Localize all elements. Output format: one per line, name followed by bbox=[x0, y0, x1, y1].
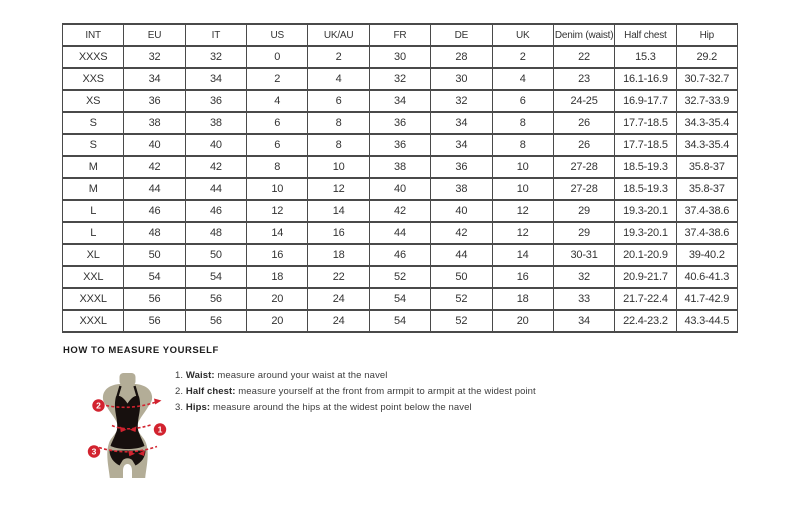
table-cell: 14 bbox=[308, 200, 369, 222]
table-cell: 32 bbox=[185, 46, 246, 68]
table-cell: 20 bbox=[247, 288, 308, 310]
table-cell: 26 bbox=[553, 134, 614, 156]
table-cell: 36 bbox=[124, 90, 185, 112]
table-cell: 42 bbox=[185, 156, 246, 178]
column-header: US bbox=[247, 24, 308, 46]
table-cell: 33 bbox=[553, 288, 614, 310]
table-cell: 10 bbox=[308, 156, 369, 178]
step-number: 2. bbox=[175, 386, 186, 397]
table-cell: 17.7-18.5 bbox=[615, 112, 676, 134]
size-label-cell: XXXL bbox=[63, 310, 124, 332]
table-cell: 0 bbox=[247, 46, 308, 68]
column-header: EU bbox=[124, 24, 185, 46]
marker-chest-number: 2 bbox=[96, 400, 101, 411]
table-cell: 38 bbox=[369, 156, 430, 178]
table-cell: 32 bbox=[124, 46, 185, 68]
table-cell: 34 bbox=[185, 68, 246, 90]
size-label-cell: XL bbox=[63, 244, 124, 266]
size-label-cell: XXL bbox=[63, 266, 124, 288]
table-cell: 24 bbox=[308, 310, 369, 332]
table-cell: 22.4-23.2 bbox=[615, 310, 676, 332]
table-cell: 44 bbox=[369, 222, 430, 244]
table-cell: 30-31 bbox=[553, 244, 614, 266]
table-cell: 34 bbox=[124, 68, 185, 90]
table-cell: 40 bbox=[369, 178, 430, 200]
marker-hips bbox=[88, 445, 100, 457]
table-row bbox=[63, 222, 738, 244]
table-row bbox=[63, 266, 738, 288]
table-row bbox=[63, 46, 738, 68]
table-cell: 50 bbox=[124, 244, 185, 266]
table-cell: 4 bbox=[492, 68, 553, 90]
column-header: IT bbox=[185, 24, 246, 46]
table-cell: 30.7-32.7 bbox=[676, 68, 737, 90]
table-cell: 34 bbox=[369, 90, 430, 112]
table-cell: 44 bbox=[431, 244, 492, 266]
measure-step bbox=[175, 387, 536, 397]
size-chart-table bbox=[62, 23, 738, 333]
size-label-cell: L bbox=[63, 222, 124, 244]
table-row bbox=[63, 200, 738, 222]
table-cell: 36 bbox=[185, 90, 246, 112]
table-cell: 8 bbox=[308, 112, 369, 134]
table-cell: 23 bbox=[553, 68, 614, 90]
table-cell: 20 bbox=[247, 310, 308, 332]
table-cell: 2 bbox=[308, 46, 369, 68]
table-cell: 40 bbox=[124, 134, 185, 156]
marker-waist-number: 1 bbox=[157, 424, 163, 435]
table-cell: 41.7-42.9 bbox=[676, 288, 737, 310]
table-cell: 18 bbox=[308, 244, 369, 266]
table-cell: 12 bbox=[492, 200, 553, 222]
table-cell: 10 bbox=[247, 178, 308, 200]
table-cell: 54 bbox=[185, 266, 246, 288]
table-cell: 56 bbox=[124, 310, 185, 332]
table-cell: 16.1-16.9 bbox=[615, 68, 676, 90]
camisole-top bbox=[111, 396, 145, 449]
table-cell: 12 bbox=[308, 178, 369, 200]
measure-step bbox=[175, 371, 536, 381]
table-cell: 17.7-18.5 bbox=[615, 134, 676, 156]
table-cell: 2 bbox=[247, 68, 308, 90]
table-cell: 29 bbox=[553, 200, 614, 222]
column-header: INT bbox=[63, 24, 124, 46]
step-text: measure around your waist at the navel bbox=[214, 370, 388, 381]
table-cell: 39-40.2 bbox=[676, 244, 737, 266]
size-label-cell: M bbox=[63, 156, 124, 178]
size-label-cell: S bbox=[63, 134, 124, 156]
mannequin-figure bbox=[83, 370, 177, 482]
table-cell: 16 bbox=[247, 244, 308, 266]
table-cell: 10 bbox=[492, 156, 553, 178]
table-cell: 35.8-37 bbox=[676, 156, 737, 178]
step-label: Waist: bbox=[185, 370, 215, 381]
table-cell: 27-28 bbox=[553, 156, 614, 178]
table-cell: 12 bbox=[247, 200, 308, 222]
table-cell: 34 bbox=[431, 134, 492, 156]
table-cell: 42 bbox=[431, 222, 492, 244]
size-label-cell: M bbox=[63, 178, 124, 200]
table-cell: 38 bbox=[431, 178, 492, 200]
table-cell: 42 bbox=[369, 200, 430, 222]
table-cell: 44 bbox=[185, 178, 246, 200]
marker-waist bbox=[154, 423, 166, 435]
step-number: 3. bbox=[175, 402, 186, 413]
table-cell: 4 bbox=[308, 68, 369, 90]
mannequin-neck bbox=[120, 373, 136, 386]
table-cell: 8 bbox=[492, 134, 553, 156]
table-cell: 38 bbox=[185, 112, 246, 134]
table-cell: 35.8-37 bbox=[676, 178, 737, 200]
table-cell: 21.7-22.4 bbox=[615, 288, 676, 310]
table-cell: 46 bbox=[124, 200, 185, 222]
table-cell: 36 bbox=[369, 134, 430, 156]
table-cell: 18.5-19.3 bbox=[615, 178, 676, 200]
table-cell: 6 bbox=[247, 134, 308, 156]
step-label: Half chest: bbox=[185, 386, 236, 397]
table-cell: 54 bbox=[124, 266, 185, 288]
step-number: 1. bbox=[175, 370, 186, 381]
table-cell: 56 bbox=[185, 310, 246, 332]
table-cell: 29.2 bbox=[676, 46, 737, 68]
table-cell: 6 bbox=[492, 90, 553, 112]
step-label: Hips: bbox=[185, 402, 211, 413]
table-cell: 40 bbox=[431, 200, 492, 222]
chest-arrow-right bbox=[154, 399, 162, 405]
table-cell: 56 bbox=[124, 288, 185, 310]
table-cell: 14 bbox=[247, 222, 308, 244]
header-row bbox=[63, 24, 738, 46]
table-cell: 36 bbox=[369, 112, 430, 134]
table-cell: 6 bbox=[247, 112, 308, 134]
table-row bbox=[63, 134, 738, 156]
table-cell: 6 bbox=[308, 90, 369, 112]
table-cell: 14 bbox=[492, 244, 553, 266]
measure-steps bbox=[175, 371, 536, 419]
table-cell: 8 bbox=[247, 156, 308, 178]
size-label-cell: XXXS bbox=[63, 46, 124, 68]
table-cell: 16.9-17.7 bbox=[615, 90, 676, 112]
marker-chest bbox=[92, 399, 104, 411]
table-cell: 27-28 bbox=[553, 178, 614, 200]
table-cell: 37.4-38.6 bbox=[676, 200, 737, 222]
table-cell: 50 bbox=[185, 244, 246, 266]
table-cell: 32 bbox=[553, 266, 614, 288]
table-cell: 16 bbox=[492, 266, 553, 288]
table-row bbox=[63, 310, 738, 332]
column-header: UK bbox=[492, 24, 553, 46]
table-cell: 4 bbox=[247, 90, 308, 112]
column-header: UK/AU bbox=[308, 24, 369, 46]
table-cell: 19.3-20.1 bbox=[615, 222, 676, 244]
size-chart-body bbox=[63, 46, 738, 332]
table-cell: 22 bbox=[553, 46, 614, 68]
table-cell: 26 bbox=[553, 112, 614, 134]
table-row bbox=[63, 288, 738, 310]
table-cell: 32 bbox=[431, 90, 492, 112]
table-cell: 42 bbox=[124, 156, 185, 178]
table-cell: 44 bbox=[124, 178, 185, 200]
table-cell: 18 bbox=[247, 266, 308, 288]
table-cell: 54 bbox=[369, 288, 430, 310]
table-cell: 30 bbox=[369, 46, 430, 68]
table-cell: 36 bbox=[431, 156, 492, 178]
table-row bbox=[63, 90, 738, 112]
table-cell: 40.6-41.3 bbox=[676, 266, 737, 288]
column-header: Hip bbox=[676, 24, 737, 46]
table-cell: 43.3-44.5 bbox=[676, 310, 737, 332]
table-cell: 52 bbox=[431, 288, 492, 310]
table-row bbox=[63, 178, 738, 200]
table-cell: 28 bbox=[431, 46, 492, 68]
table-cell: 54 bbox=[369, 310, 430, 332]
table-cell: 10 bbox=[492, 178, 553, 200]
table-row bbox=[63, 112, 738, 134]
table-cell: 20.9-21.7 bbox=[615, 266, 676, 288]
table-cell: 48 bbox=[124, 222, 185, 244]
table-cell: 18.5-19.3 bbox=[615, 156, 676, 178]
table-cell: 46 bbox=[185, 200, 246, 222]
table-cell: 34.3-35.4 bbox=[676, 112, 737, 134]
table-row bbox=[63, 68, 738, 90]
column-header: DE bbox=[431, 24, 492, 46]
table-cell: 15.3 bbox=[615, 46, 676, 68]
table-cell: 18 bbox=[492, 288, 553, 310]
table-cell: 37.4-38.6 bbox=[676, 222, 737, 244]
table-cell: 48 bbox=[185, 222, 246, 244]
table-row bbox=[63, 156, 738, 178]
table-cell: 20 bbox=[492, 310, 553, 332]
table-cell: 20.1-20.9 bbox=[615, 244, 676, 266]
table-row bbox=[63, 244, 738, 266]
table-cell: 19.3-20.1 bbox=[615, 200, 676, 222]
table-cell: 32.7-33.9 bbox=[676, 90, 737, 112]
table-cell: 29 bbox=[553, 222, 614, 244]
table-cell: 56 bbox=[185, 288, 246, 310]
table-cell: 2 bbox=[492, 46, 553, 68]
table-cell: 34.3-35.4 bbox=[676, 134, 737, 156]
table-cell: 52 bbox=[369, 266, 430, 288]
column-header: Half chest bbox=[615, 24, 676, 46]
table-cell: 16 bbox=[308, 222, 369, 244]
table-cell: 50 bbox=[431, 266, 492, 288]
size-label-cell: XS bbox=[63, 90, 124, 112]
measure-section-title: HOW TO MEASURE YOURSELF bbox=[63, 345, 219, 356]
table-cell: 8 bbox=[492, 112, 553, 134]
size-label-cell: L bbox=[63, 200, 124, 222]
step-text: measure around the hips at the widest point below the navel bbox=[210, 402, 472, 413]
column-header: FR bbox=[369, 24, 430, 46]
table-cell: 32 bbox=[369, 68, 430, 90]
table-cell: 22 bbox=[308, 266, 369, 288]
table-cell: 52 bbox=[431, 310, 492, 332]
table-cell: 46 bbox=[369, 244, 430, 266]
table-cell: 34 bbox=[553, 310, 614, 332]
size-chart-head bbox=[63, 24, 738, 46]
measure-step bbox=[175, 403, 536, 413]
marker-hips-number: 3 bbox=[91, 446, 97, 457]
size-label-cell: S bbox=[63, 112, 124, 134]
size-label-cell: XXS bbox=[63, 68, 124, 90]
table-cell: 12 bbox=[492, 222, 553, 244]
table-cell: 34 bbox=[431, 112, 492, 134]
table-cell: 24-25 bbox=[553, 90, 614, 112]
table-cell: 38 bbox=[124, 112, 185, 134]
step-text: measure yourself at the front from armpit to armpit at the widest point bbox=[235, 386, 536, 397]
table-cell: 8 bbox=[308, 134, 369, 156]
table-cell: 30 bbox=[431, 68, 492, 90]
table-cell: 40 bbox=[185, 134, 246, 156]
column-header: Denim (waist) bbox=[553, 24, 614, 46]
table-cell: 24 bbox=[308, 288, 369, 310]
size-label-cell: XXXL bbox=[63, 288, 124, 310]
